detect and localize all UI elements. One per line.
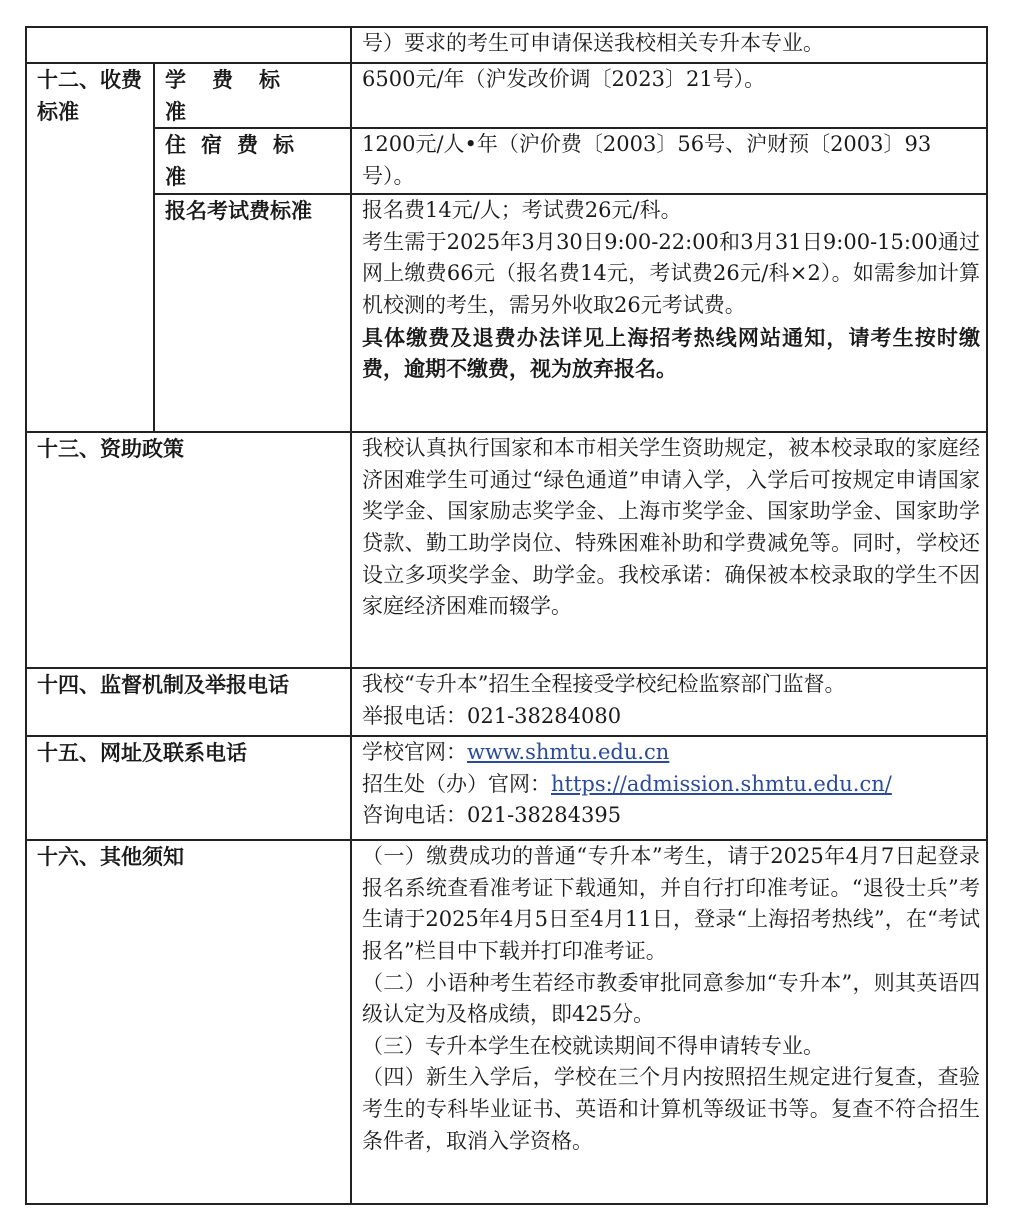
notes-value-cell (351, 840, 987, 1204)
contact-value-cell (351, 736, 987, 840)
table-row-contact (26, 736, 987, 840)
school-site-label: 学校官网： (362, 740, 467, 765)
sub-label-tuition (154, 63, 351, 128)
aid-value-cell (351, 432, 987, 668)
exam-fees-notice: 具体缴费及退费办法详见上海招考热线网站通知，请考生按时缴费，逾期不缴费，视为放弃报名。 (362, 324, 980, 382)
exam-fees-value-cell (351, 194, 987, 432)
note-item-1: （一）缴费成功的普通“专升本”考生，请于2025年4月7日起登录报名系统查看准考证下载通知，并自行打印准考证。“退役士兵”考生请于2025年4月5日至4月11日，登录“上海招考热线”，在“考试报名”栏目中下载并打印准考证。 (362, 844, 980, 963)
section-title-aid (26, 432, 351, 668)
sub-label-exam-fees (154, 194, 351, 432)
lodging-value-cell (351, 128, 987, 194)
admission-info-table (25, 26, 988, 1205)
continuation-text (351, 27, 987, 63)
section-title-supervision (26, 668, 351, 736)
lodging-value: 1200元/人•年（沪价费〔2003〕56号、沪财预〔2003〕93号）。 (362, 132, 932, 188)
aid-text: 我校认真执行国家和本市相关学生资助规定，被本校录取的家庭经济困难学生可通过“绿色通道”申请入学，入学后可按规定申请国家奖学金、国家励志奖学金、上海市奖学金、国家助学金、国家助学贷款、勤工助学岗位、特殊困难补助和学费减免等。同时，学校还设立多项奖学金、助学金。我校承诺：确保被本校录取的学生不因家庭经济困难而辍学。 (362, 436, 980, 619)
exam-fees-label: 报名考试费标准 (165, 198, 312, 224)
section-notes-label: 十六、其他须知 (37, 844, 184, 870)
section-aid-label: 十三、资助政策 (37, 436, 184, 462)
note-item-2: （二）小语种考生若经市教委审批同意参加“专升本”，则其英语四级认定为及格成绩，即425分。 (362, 970, 980, 1027)
section-contact-label: 十五、网址及联系电话 (37, 740, 247, 766)
admission-site-link[interactable]: https://admission.shmtu.edu.cn/ (551, 771, 892, 796)
sub-label-lodging (154, 128, 351, 194)
note-item-4: （四）新生入学后，学校在三个月内按照招生规定进行复查，查验考生的专科毕业证书、英语和计算机等级证书等。复查不符合招生条件者，取消入学资格。 (362, 1065, 980, 1153)
exam-fees-line1: 报名费14元/人；考试费26元/科。 (362, 198, 682, 223)
consult-phone: 咨询电话：021-38284395 (362, 803, 622, 828)
section-title-notes (26, 840, 351, 1204)
admission-site-label: 招生处（办）官网： (362, 771, 551, 796)
section-fees-label: 十二、收费标准 (37, 67, 142, 124)
report-phone: 举报电话：021-38284080 (362, 703, 622, 728)
table-row-tuition (26, 63, 987, 128)
table-row-continuation (26, 27, 987, 63)
table-row-supervision (26, 668, 987, 736)
exam-fees-line2: 考生需于2025年3月30日9:00-22:00和3月31日9:00-15:00通过网上缴费66元（报名费14元，考试费26元/科×2）。如需参加计算机校测的考生，需另外收取26元考试费。 (362, 229, 980, 317)
tuition-label: 学费标准 (165, 67, 306, 124)
tuition-value: 6500元/年（沪发改价调〔2023〕21号）。 (362, 67, 766, 91)
table-row-exam-fees (26, 194, 987, 432)
note-item-3: （三）专升本学生在校就读期间不得申请转专业。 (362, 1033, 824, 1058)
school-site-line (362, 737, 980, 769)
tuition-value-cell (351, 63, 987, 128)
section-supervision-label: 十四、监督机制及举报电话 (37, 672, 289, 698)
table-row-aid (26, 432, 987, 668)
supervision-value-cell (351, 668, 987, 736)
section-title-fees (26, 63, 154, 432)
school-site-link[interactable]: www.shmtu.edu.cn (467, 740, 670, 765)
empty-cell (26, 27, 351, 63)
section-title-contact (26, 736, 351, 840)
table-row-lodging (26, 128, 987, 194)
table-row-notes (26, 840, 987, 1204)
lodging-label: 住宿费标准 (165, 132, 309, 189)
continuation-line: 号）要求的考生可申请保送我校相关专升本专业。 (362, 31, 824, 55)
admission-site-line (362, 769, 980, 801)
supervision-line1: 我校“专升本”招生全程接受学校纪检监察部门监督。 (362, 672, 846, 697)
